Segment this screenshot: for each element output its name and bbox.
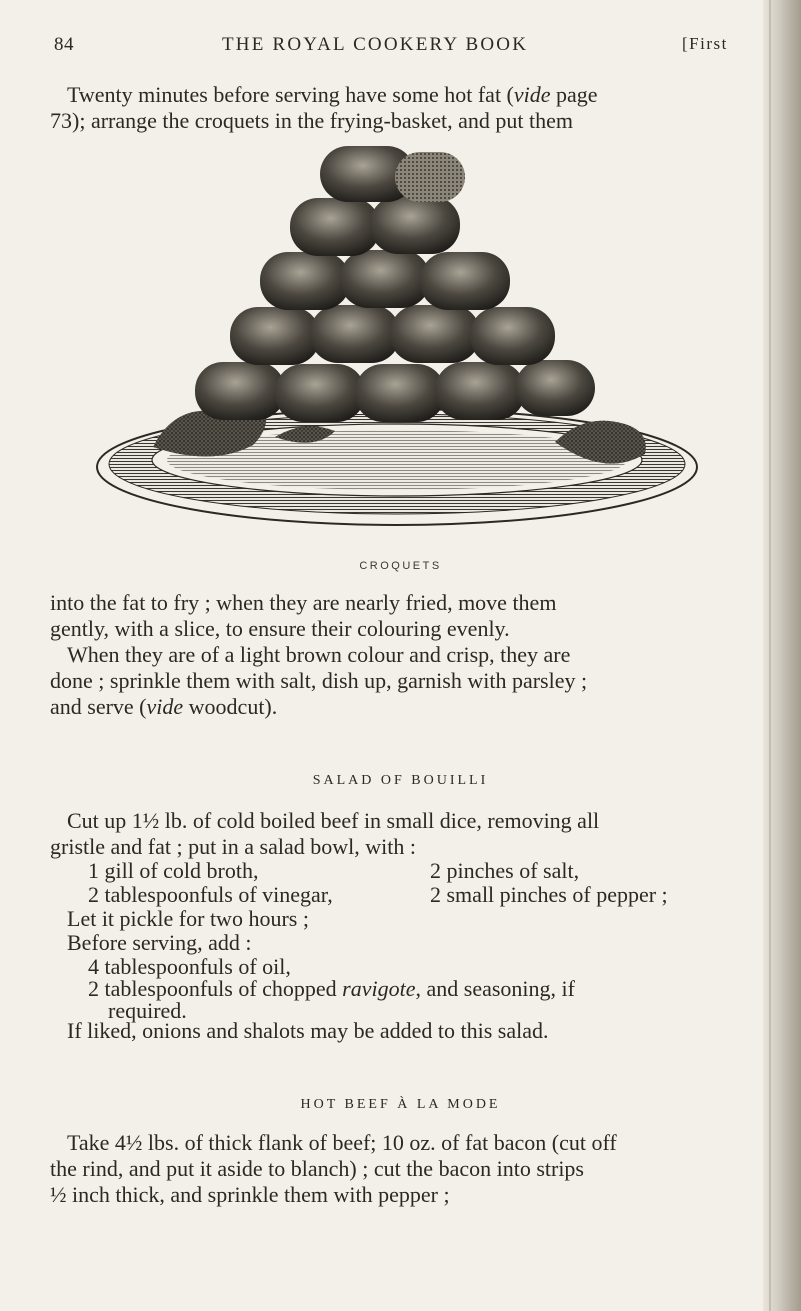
body-line: Let it pickle for two hours ;	[67, 906, 309, 931]
ingredient-line: 2 tablespoonfuls of vinegar,	[88, 882, 333, 907]
page-edge-line	[769, 0, 771, 1311]
body-line: Twenty minutes before serving have some hot fat (vide page	[67, 82, 598, 107]
ingredient-line: 4 tablespoonfuls of oil,	[88, 954, 291, 979]
running-head	[0, 34, 770, 58]
body-line: the rind, and put it aside to blanch) ; cut the bacon into strips	[50, 1156, 584, 1181]
body-line: When they are of a light brown colour and crisp, they are	[67, 642, 571, 667]
ingredient-line: 2 pinches of salt,	[430, 858, 580, 883]
body-line: and serve (vide woodcut).	[50, 694, 278, 719]
recipe-heading-salad: SALAD OF BOUILLI	[312, 773, 489, 788]
body-line: 73); arrange the croquets in the frying-basket, and put them	[50, 108, 573, 133]
body-line: Cut up 1½ lb. of cold boiled beef in small dice, removing all	[67, 808, 600, 833]
croquets-pile	[195, 146, 595, 422]
ingredient-line: required.	[108, 998, 187, 1023]
body-line: If liked, onions and shalots may be added to this salad.	[67, 1018, 549, 1043]
figure-caption: CROQUETS	[359, 560, 442, 572]
ingredient-line: 1 gill of cold broth,	[88, 858, 259, 883]
body-line: ½ inch thick, and sprinkle them with pepper ;	[50, 1182, 450, 1207]
page-number: 84	[54, 34, 74, 55]
running-section: [First	[682, 34, 728, 53]
recipe-heading-beef: HOT BEEF À LA MODE	[300, 1097, 501, 1112]
croquets-woodcut-illustration	[75, 112, 715, 532]
body-line: Before serving, add :	[67, 930, 252, 955]
body-line: gristle and fat ; put in a salad bowl, with :	[50, 834, 416, 859]
running-title: THE ROYAL COOKERY BOOK	[222, 34, 529, 55]
body-line: Take 4½ lbs. of thick flank of beef; 10 oz. of fat bacon (cut off	[67, 1130, 617, 1155]
ingredient-line: 2 tablespoonfuls of chopped ravigote, and seasoning, if	[88, 976, 575, 1001]
body-line: done ; sprinkle them with salt, dish up, garnish with parsley ;	[50, 668, 588, 693]
ingredient-line: 2 small pinches of pepper ;	[430, 882, 668, 907]
body-line: gently, with a slice, to ensure their colouring evenly.	[50, 616, 510, 641]
body-line: into the fat to fry ; when they are nearly fried, move them	[50, 590, 557, 615]
